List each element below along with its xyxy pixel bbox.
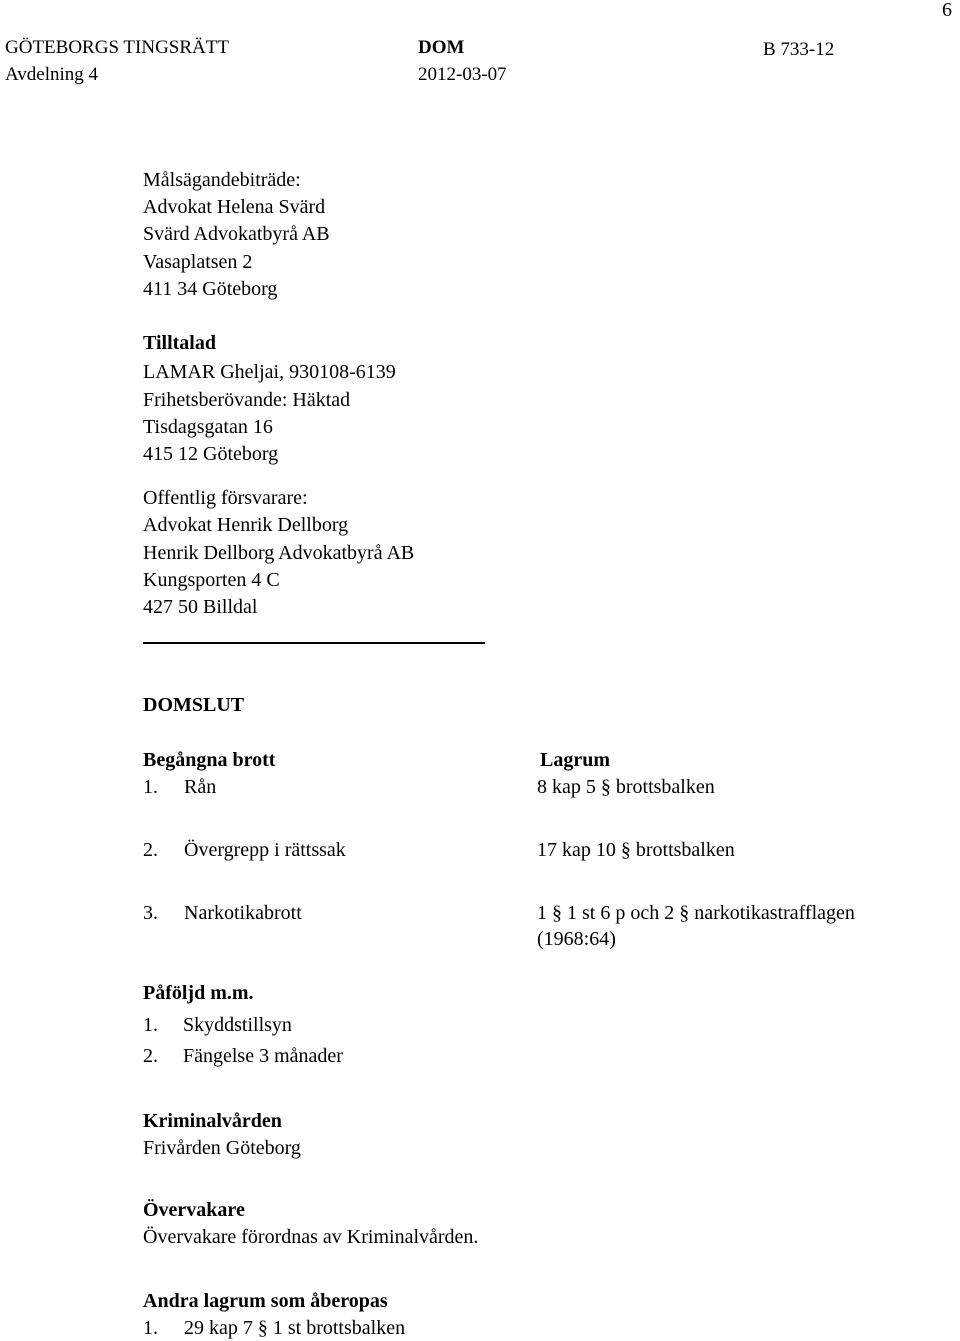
defendant-city: 415 12 Göteborg [143,443,279,465]
page-number: 6 [942,0,952,21]
sanction-heading: Påföljd m.m. [143,982,254,1004]
defendant-street: Tisdagsgatan 16 [143,416,273,438]
defense-counsel-city: 427 50 Billdal [143,596,258,618]
supervisor-heading: Övervakare [143,1199,245,1221]
law-column-heading: Lagrum [540,749,610,771]
defense-counsel-label: Offentlig försvarare: [143,487,308,509]
other-laws-heading: Andra lagrum som åberopas [143,1290,388,1312]
sanction-text: Fängelse 3 månader [183,1045,343,1067]
defendant-detention: Frihetsberövande: Häktad [143,389,351,411]
other-law-text: 29 kap 7 § 1 st brottsbalken [184,1317,406,1339]
supervisor-text: Övervakare förordnas av Kriminalvården. [143,1226,479,1248]
crime-number: 2. [143,839,158,861]
defendant-heading: Tilltalad [143,332,216,354]
sanction-number: 1. [143,1014,158,1036]
crime-name: Övergrepp i rättssak [184,839,346,861]
document-date: 2012-03-07 [418,64,507,85]
sanction-number: 2. [143,1045,158,1067]
crime-number: 3. [143,902,158,924]
defense-counsel-name: Advokat Henrik Dellborg [143,514,349,536]
other-law-number: 1. [143,1317,158,1339]
victim-counsel-street: Vasaplatsen 2 [143,251,253,273]
crimes-column-heading: Begångna brott [143,749,276,771]
victim-counsel-firm: Svärd Advokatbyrå AB [143,223,330,245]
defendant-name: LAMAR Gheljai, 930108-6139 [143,361,396,383]
victim-counsel-name: Advokat Helena Svärd [143,196,326,218]
crime-law: 8 kap 5 § brottsbalken [537,776,715,798]
crime-name: Rån [184,776,217,798]
crime-law: 17 kap 10 § brottsbalken [537,839,735,861]
case-number: B 733-12 [763,39,835,60]
defense-counsel-firm: Henrik Dellborg Advokatbyrå AB [143,542,415,564]
court-name: GÖTEBORGS TINGSRÄTT [5,37,229,58]
sanction-text: Skyddstillsyn [183,1014,292,1036]
verdict-heading: DOMSLUT [143,694,245,716]
defense-counsel-street: Kungsporten 4 C [143,569,280,591]
document-type: DOM [418,37,465,58]
probation-text: Frivården Göteborg [143,1137,301,1159]
probation-heading: Kriminalvården [143,1110,282,1132]
crime-law: 1 § 1 st 6 p och 2 § narkotikastrafflagen [537,902,855,924]
crime-name: Narkotikabrott [184,902,302,924]
crime-law-continuation: (1968:64) [537,928,616,950]
victim-counsel-label: Målsägandebiträde: [143,169,301,191]
section-divider [143,642,485,644]
crime-number: 1. [143,776,158,798]
victim-counsel-city: 411 34 Göteborg [143,278,278,300]
division: Avdelning 4 [5,64,99,85]
